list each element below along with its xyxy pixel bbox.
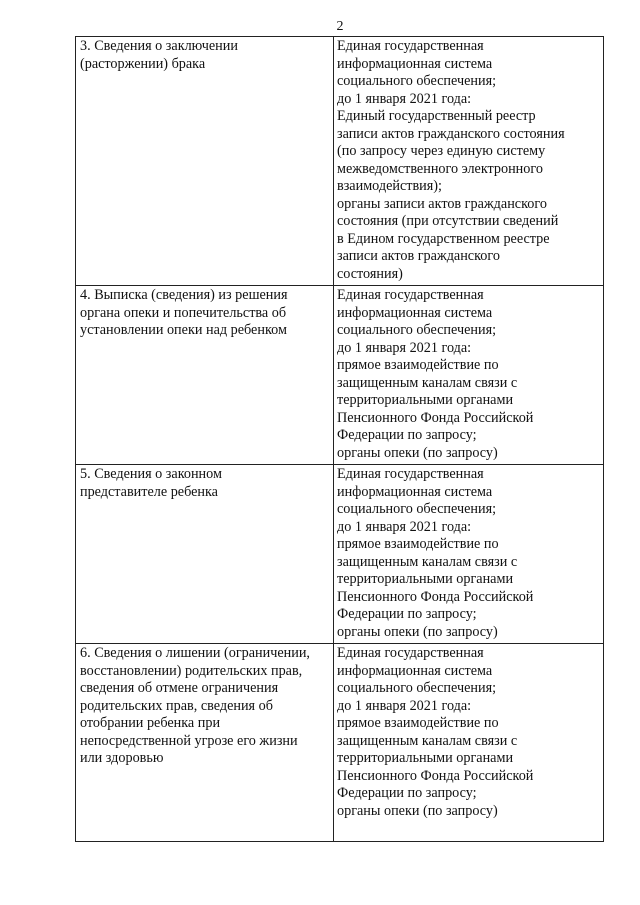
document-table <box>75 36 604 842</box>
document-type-cell: 4. Выписка (сведения) из решения органа опеки и попечительства об установлении опеки над ребенком <box>76 286 334 465</box>
document-type-cell: 5. Сведения о законном представителе ребенка <box>76 465 334 644</box>
information-source-cell: Единая государственная информационная система социального обеспечения; до 1 января 2021 года: Единый государственный реестр записи актов гражданского состояния (по запросу через единую систему межведомственного электронного взаимодействия); органы записи актов гражданского состояния (при отсутствии сведений в Едином государственном реестре записи актов гражданского состояния) <box>334 37 604 286</box>
document-type-cell: 3. Сведения о заключении (расторжении) брака <box>76 37 334 286</box>
information-source-cell: Единая государственная информационная система социального обеспечения; до 1 января 2021 года: прямое взаимодействие по защищенным каналам связи с территориальными органами Пенсионного Фонда Российской Федерации по запросу; органы опеки (по запросу) <box>334 286 604 465</box>
information-source-cell: Единая государственная информационная система социального обеспечения; до 1 января 2021 года: прямое взаимодействие по защищенным каналам связи с территориальными органами Пенсионного Фонда Российской Федерации по запросу; органы опеки (по запросу) <box>334 644 604 842</box>
document-type-cell: 6. Сведения о лишении (ограничении, восстановлении) родительских прав, сведения об отмене ограничения родительских прав, сведения об отобрании ребенка при непосредственной угрозе его жизни или здоровью <box>76 644 334 842</box>
table-row <box>76 37 604 286</box>
table-row <box>76 286 604 465</box>
table-row <box>76 465 604 644</box>
page-number: 2 <box>336 19 344 34</box>
table-row <box>76 644 604 842</box>
information-source-cell: Единая государственная информационная система социального обеспечения; до 1 января 2021 года: прямое взаимодействие по защищенным каналам связи с территориальными органами Пенсионного Фонда Российской Федерации по запросу; органы опеки (по запросу) <box>334 465 604 644</box>
